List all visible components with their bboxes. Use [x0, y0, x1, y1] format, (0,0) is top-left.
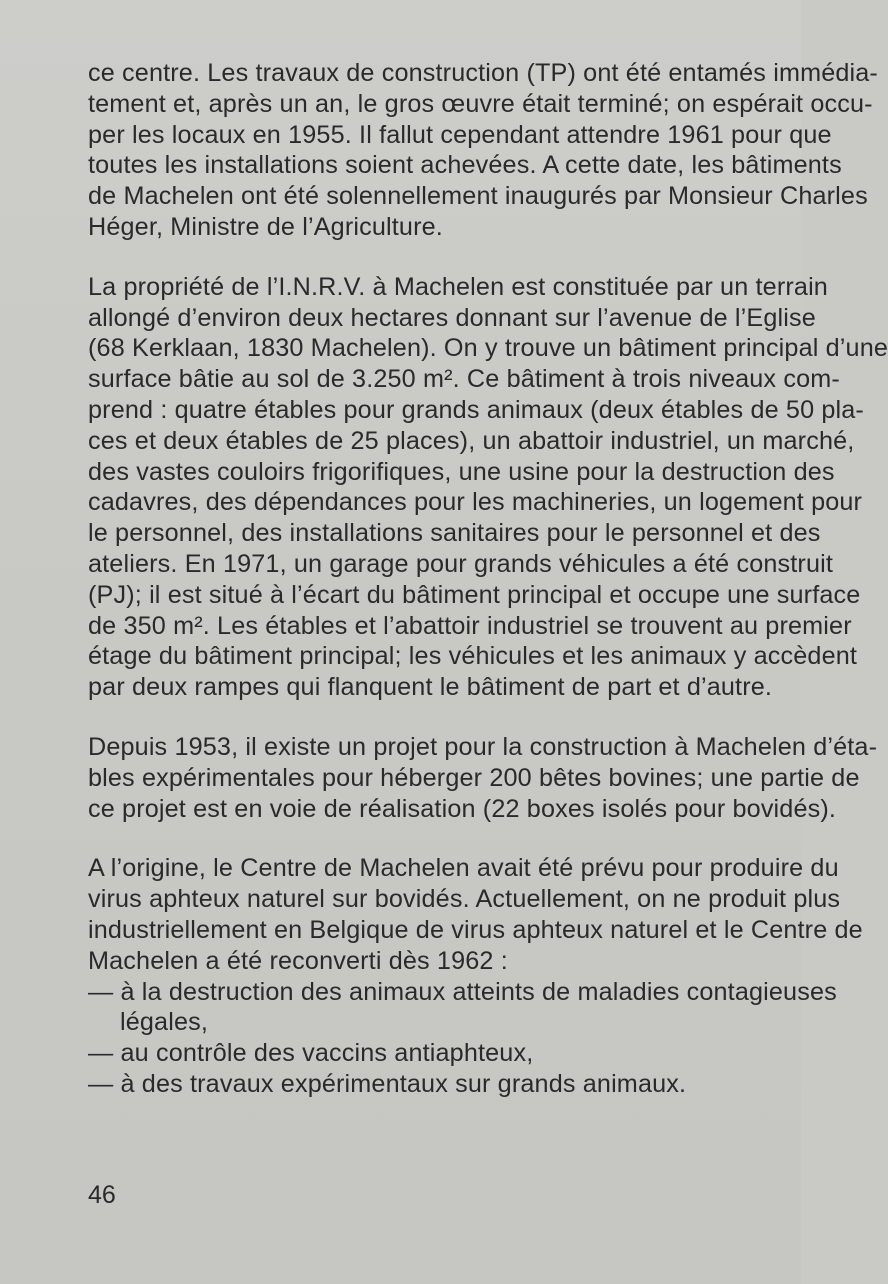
text-line: prend : quatre étables pour grands animaux (deux étables de 50 pla-: [88, 395, 864, 424]
text-line: bles expérimentales pour héberger 200 bêtes bovines; une partie de: [88, 763, 860, 792]
text-line: allongé d’environ deux hectares donnant sur l’avenue de l’Eglise: [88, 303, 816, 332]
paragraph-1: [88, 58, 878, 243]
text-line: par deux rampes qui flanquent le bâtiment de part et d’autre.: [88, 673, 773, 702]
paragraph-4: [88, 853, 863, 1099]
text-line: cadavres, des dépendances pour les machineries, un logement pour: [88, 488, 863, 517]
text-line: industriellement en Belgique de virus aphteux naturel et le Centre de: [88, 915, 863, 944]
list-item: — à des travaux expérimentaux sur grands animaux.: [88, 1069, 687, 1098]
text-line: (PJ); il est situé à l’écart du bâtiment principal et occupe une surface: [88, 580, 861, 609]
text-line: (68 Kerklaan, 1830 Machelen). On y trouve un bâtiment principal d’une: [88, 334, 888, 363]
paragraph-gap: [88, 243, 778, 272]
text-line: de Machelen ont été solennellement inaugurés par Monsieur Charles: [88, 182, 868, 211]
text-line: tement et, après un an, le gros œuvre était terminé; on espérait occu-: [88, 89, 873, 118]
text-line: étage du bâtiment principal; les véhicules et les animaux y accèdent: [88, 642, 858, 671]
list-item: — à la destruction des animaux atteints de maladies contagieuses: [88, 977, 837, 1006]
text-line: Depuis 1953, il existe un projet pour la construction à Machelen d’éta-: [88, 732, 878, 761]
text-line: le personnel, des installations sanitaires pour le personnel et des: [88, 519, 821, 548]
text-line: de 350 m². Les étables et l’abattoir industriel se trouvent au premier: [88, 611, 852, 640]
text-line: virus aphteux naturel sur bovidés. Actuellement, on ne produit plus: [88, 885, 841, 914]
text-line: ateliers. En 1971, un garage pour grands véhicules a été construit: [88, 549, 833, 578]
text-line: Héger, Ministre de l’Agriculture.: [88, 212, 443, 241]
body-text: [88, 58, 888, 1100]
text-line: surface bâtie au sol de 3.250 m². Ce bâtiment à trois niveaux com-: [88, 365, 840, 394]
text-line: des vastes couloirs frigorifiques, une usine pour la destruction des: [88, 457, 835, 486]
paragraph-gap: [88, 703, 778, 732]
paragraph-gap: [88, 824, 778, 853]
text-line: ce projet est en voie de réalisation (22 boxes isolés pour bovidés).: [88, 794, 837, 823]
text-line: A l’origine, le Centre de Machelen avait été prévu pour produire du: [88, 854, 839, 883]
text-line: ces et deux étables de 25 places), un abattoir industriel, un marché,: [88, 426, 855, 455]
paragraph-3: [88, 732, 878, 824]
list-item: — au contrôle des vaccins antiaphteux,: [88, 1039, 534, 1068]
text-line: La propriété de l’I.N.R.V. à Machelen est constituée par un terrain: [88, 272, 828, 301]
paragraph-2: [88, 272, 888, 703]
list-item-continuation: légales,: [120, 1008, 209, 1037]
text-line: per les locaux en 1955. Il fallut cependant attendre 1961 pour que: [88, 120, 832, 149]
text-line: Machelen a été reconverti dès 1962 :: [88, 946, 508, 975]
text-line: ce centre. Les travaux de construction (TP) ont été entamés immédia-: [88, 59, 878, 87]
page-number: 46: [88, 1181, 116, 1209]
text-line: toutes les installations soient achevées. A cette date, les bâtiments: [88, 151, 842, 180]
